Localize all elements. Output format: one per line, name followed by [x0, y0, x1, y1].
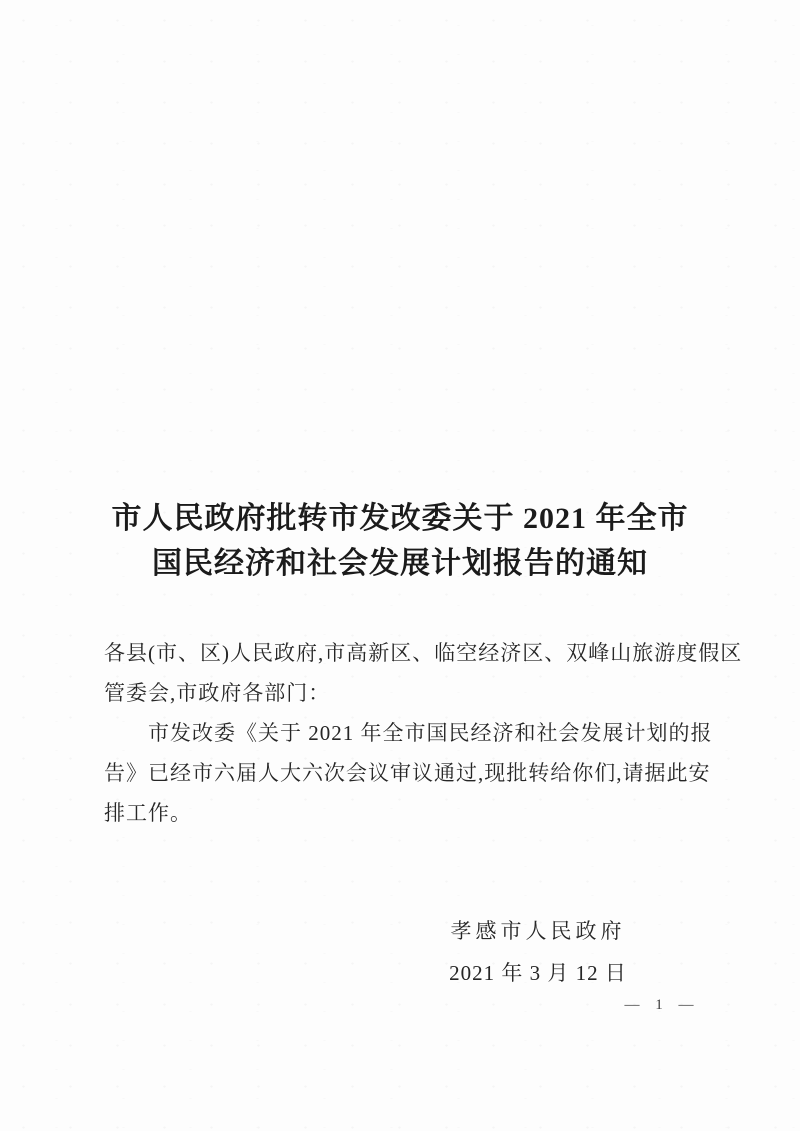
- paragraph-main: [104, 713, 713, 833]
- title-line-2: 国民经济和社会发展计划报告的通知: [152, 547, 648, 580]
- body-line: 各县(市、区)人民政府,市高新区、临空经济区、双峰山旅游度假区: [104, 641, 743, 665]
- document-title: [0, 496, 800, 586]
- title-line-1: 市人民政府批转市发改委关于 2021 年全市: [111, 502, 689, 535]
- signature-block: [400, 910, 676, 994]
- body-line: 告》已经市六届人大六次会议审议通过,现批转给你们,请据此安: [104, 761, 711, 785]
- document-body: [104, 633, 743, 833]
- body-line: 管委会,市政府各部门：: [104, 681, 331, 705]
- paragraph-addressees: [104, 633, 743, 713]
- body-line: 排工作。: [104, 801, 192, 825]
- page-number: — 1 —: [624, 997, 700, 1013]
- signature-date: 2021 年 3 月 12 日: [449, 961, 627, 985]
- body-line: 市发改委《关于 2021 年全市国民经济和社会发展计划的报: [148, 721, 713, 745]
- signature-issuer: 孝感市人民政府: [450, 919, 626, 943]
